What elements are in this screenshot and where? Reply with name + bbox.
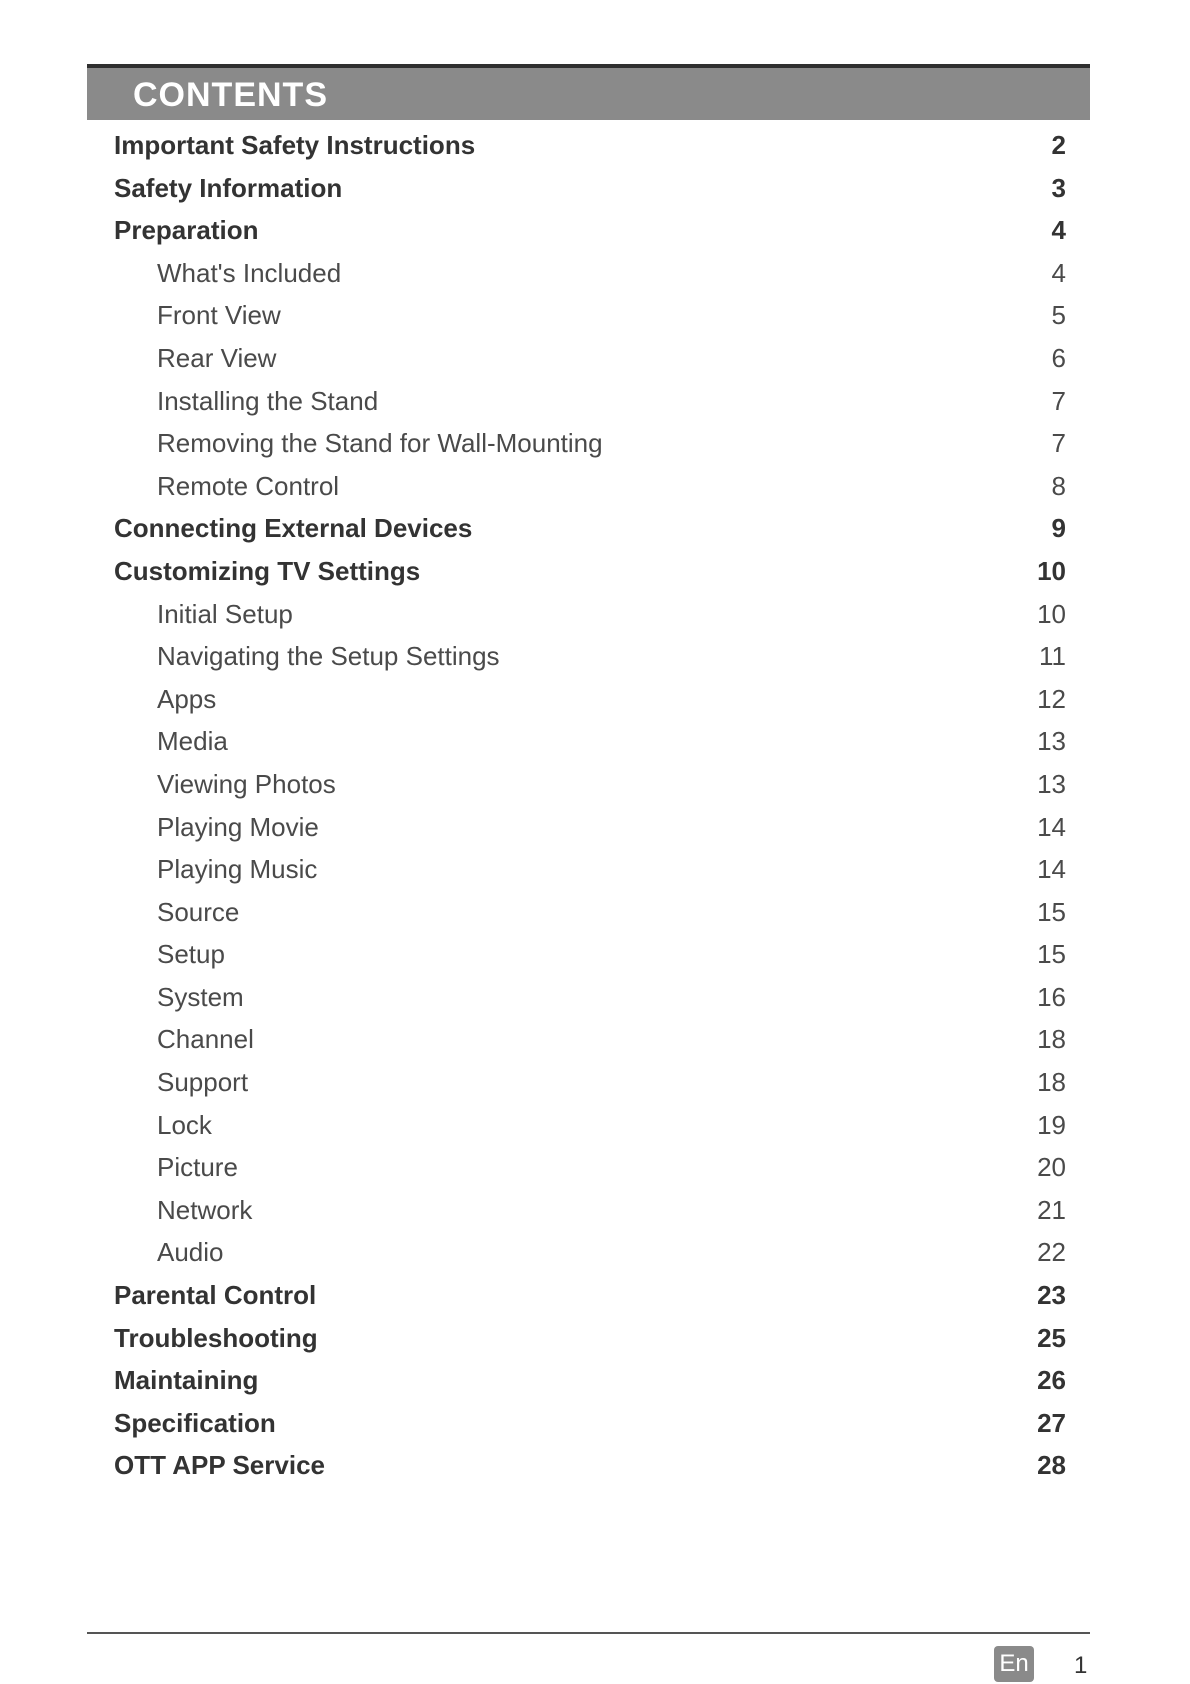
toc-subsection-row[interactable]	[0, 1106, 1190, 1149]
toc-subsection-row[interactable]	[0, 1191, 1190, 1234]
toc-section-row[interactable]	[0, 552, 1190, 595]
toc-subsection-row[interactable]	[0, 935, 1190, 978]
toc-section-row[interactable]	[0, 1404, 1190, 1447]
toc-entry-page: 19	[1037, 1109, 1066, 1140]
toc-section-row[interactable]	[0, 1276, 1190, 1319]
toc-entry-label: What's Included	[157, 257, 342, 288]
toc-entry-page: 7	[1051, 385, 1066, 416]
toc-entry-page: 4	[1051, 257, 1066, 288]
toc-entry-label: Remote Control	[157, 470, 340, 501]
toc-entry-page: 13	[1037, 768, 1066, 799]
toc-entry-label: Maintaining	[114, 1365, 259, 1396]
toc-entry-label: Parental Control	[114, 1280, 317, 1311]
toc-entry-label: Navigating the Setup Settings	[157, 641, 500, 672]
toc-entry-page: 23	[1037, 1280, 1066, 1311]
toc-subsection-row[interactable]	[0, 1233, 1190, 1276]
toc-entry-page: 14	[1037, 811, 1066, 842]
toc-entry-label: Preparation	[114, 215, 259, 246]
toc-subsection-row[interactable]	[0, 978, 1190, 1021]
toc-entry-page: 5	[1051, 300, 1066, 331]
toc-entry-label: Front View	[157, 300, 281, 331]
toc-entry-label: Audio	[157, 1237, 224, 1268]
language-badge: En	[994, 1646, 1034, 1682]
toc-entry-label: Connecting External Devices	[114, 513, 473, 544]
toc-entry-label: Picture	[157, 1152, 238, 1183]
toc-subsection-row[interactable]	[0, 339, 1190, 382]
toc-subsection-row[interactable]	[0, 893, 1190, 936]
toc-entry-page: 25	[1037, 1322, 1066, 1353]
toc-entry-page: 22	[1037, 1237, 1066, 1268]
toc-subsection-row[interactable]	[0, 254, 1190, 297]
toc-entry-label: Setup	[157, 939, 225, 970]
toc-entry-page: 20	[1037, 1152, 1066, 1183]
toc-entry-label: Initial Setup	[157, 598, 293, 629]
toc-entry-page: 13	[1037, 726, 1066, 757]
toc-subsection-row[interactable]	[0, 424, 1190, 467]
toc-subsection-row[interactable]	[0, 722, 1190, 765]
toc-subsection-row[interactable]	[0, 382, 1190, 425]
toc-subsection-row[interactable]	[0, 637, 1190, 680]
toc-entry-page: 14	[1037, 854, 1066, 885]
toc-section-row[interactable]	[0, 1361, 1190, 1404]
toc-subsection-row[interactable]	[0, 808, 1190, 851]
toc-entry-page: 15	[1037, 896, 1066, 927]
toc-entry-label: Customizing TV Settings	[114, 555, 421, 586]
toc-subsection-row[interactable]	[0, 1020, 1190, 1063]
toc-subsection-row[interactable]	[0, 1063, 1190, 1106]
toc-entry-page: 27	[1037, 1407, 1066, 1438]
toc-subsection-row[interactable]	[0, 680, 1190, 723]
toc-section-row[interactable]	[0, 169, 1190, 212]
toc-subsection-row[interactable]	[0, 850, 1190, 893]
toc-entry-page: 8	[1051, 470, 1066, 501]
toc-entry-page: 28	[1037, 1450, 1066, 1481]
toc-section-row[interactable]	[0, 1446, 1190, 1489]
toc-entry-page: 16	[1037, 981, 1066, 1012]
toc-entry-page: 10	[1037, 555, 1066, 586]
toc-entry-label: Playing Movie	[157, 811, 319, 842]
toc-entry-page: 26	[1037, 1365, 1066, 1396]
toc-entry-page: 18	[1037, 1024, 1066, 1055]
toc-entry-label: Playing Music	[157, 854, 318, 885]
toc-entry-page: 11	[1039, 641, 1066, 672]
toc-entry-label: Network	[157, 1194, 253, 1225]
toc-section-row[interactable]	[0, 211, 1190, 254]
toc-entry-page: 4	[1051, 215, 1066, 246]
page-number: 1	[1074, 1652, 1088, 1679]
toc-subsection-row[interactable]	[0, 765, 1190, 808]
toc-subsection-row[interactable]	[0, 296, 1190, 339]
toc-entry-page: 6	[1051, 342, 1066, 373]
contents-header-bar	[87, 64, 1090, 120]
toc-entry-label: Media	[157, 726, 228, 757]
toc-entry-label: Safety Information	[114, 172, 343, 203]
toc-subsection-row[interactable]	[0, 595, 1190, 638]
toc-entry-page: 10	[1037, 598, 1066, 629]
toc-entry-label: Lock	[157, 1109, 212, 1140]
toc-entry-page: 7	[1051, 428, 1066, 459]
toc-entry-label: Apps	[157, 683, 217, 714]
footer-divider	[87, 1632, 1090, 1634]
toc-entry-label: Source	[157, 896, 240, 927]
toc-entry-label: System	[157, 981, 244, 1012]
toc-subsection-row[interactable]	[0, 467, 1190, 510]
toc-entry-label: Viewing Photos	[157, 768, 336, 799]
toc-entry-label: Troubleshooting	[114, 1322, 318, 1353]
toc-section-row[interactable]	[0, 126, 1190, 169]
toc-entry-label: Important Safety Instructions	[114, 130, 476, 160]
toc-entry-page: 9	[1051, 513, 1066, 544]
toc-entry-page: 21	[1037, 1194, 1066, 1225]
table-of-contents	[0, 126, 1190, 1489]
toc-entry-label: Support	[157, 1067, 249, 1098]
toc-subsection-row[interactable]	[0, 1148, 1190, 1191]
toc-entry-label: OTT APP Service	[114, 1450, 325, 1481]
toc-entry-page: 3	[1051, 172, 1066, 203]
toc-section-row[interactable]	[0, 1319, 1190, 1362]
toc-entry-label: Specification	[114, 1407, 276, 1438]
toc-entry-page: 2	[1051, 130, 1066, 160]
toc-entry-label: Installing the Stand	[157, 385, 379, 416]
toc-entry-label: Removing the Stand for Wall-Mounting	[157, 428, 603, 459]
toc-entry-page: 18	[1037, 1067, 1066, 1098]
toc-entry-page: 15	[1037, 939, 1066, 970]
toc-section-row[interactable]	[0, 509, 1190, 552]
toc-entry-page: 12	[1037, 683, 1066, 714]
page-title: CONTENTS	[133, 76, 328, 114]
toc-entry-label: Channel	[157, 1024, 254, 1055]
toc-entry-label: Rear View	[157, 342, 277, 373]
